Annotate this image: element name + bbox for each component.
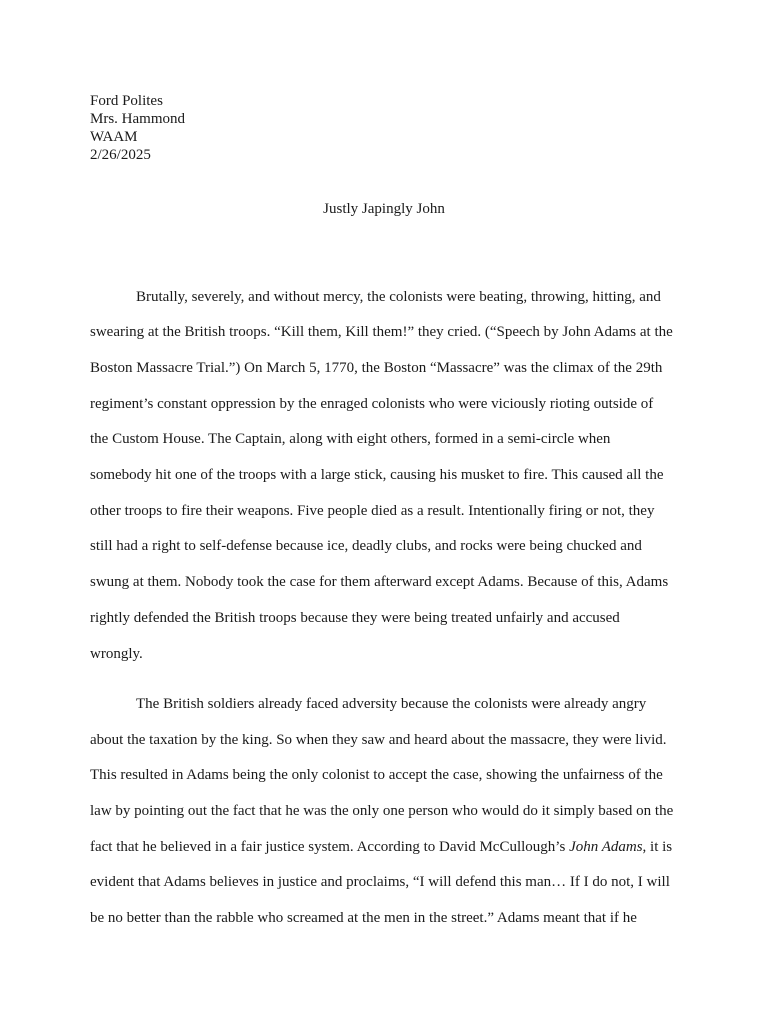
body-line: the Custom House. The Captain, along with eight others, formed in a semi-circle when (90, 431, 611, 447)
body-line: swung at them. Nobody took the case for them afterward except Adams. Because of this, Adams (90, 574, 669, 590)
body-line: other troops to fire their weapons. Five people died as a result. Intentionally firing or not, they (90, 503, 655, 519)
body-line: be no better than the rabble who screamed at the men in the street.” Adams meant that if he (90, 910, 637, 926)
body-line (90, 838, 672, 856)
body-line: swearing at the British troops. “Kill them, Kill them!” they cried. (“Speech by John Adams at the (90, 324, 673, 340)
essay-date: 2/26/2025 (90, 147, 151, 163)
body-line: wrongly. (90, 646, 143, 662)
body-line: law by pointing out the fact that he was the only one person who would do it simply based on the (90, 803, 674, 819)
body-line: Boston Massacre Trial.”) On March 5, 1770, the Boston “Massacre” was the climax of the 29th (90, 360, 663, 376)
body-text: , it is (642, 839, 673, 855)
body-text: fact that he believed in a fair justice system. According to David McCullough’s (90, 839, 570, 855)
heading-block (90, 92, 185, 164)
body-line: somebody hit one of the troops with a large stick, causing his musket to fire. This caused all the (90, 467, 664, 483)
body-line: rightly defended the British troops because they were being treated unfairly and accused (90, 610, 620, 626)
essay-title: Justly Japingly John (323, 201, 445, 217)
body-line: still had a right to self-defense because ice, deadly clubs, and rocks were being chucked and (90, 538, 642, 554)
body-line: about the taxation by the king. So when they saw and heard about the massacre, they were livid. (90, 732, 667, 748)
body-line: evident that Adams believes in justice and proclaims, “I will defend this man… If I do not, I will (90, 874, 670, 890)
student-name: Ford Polites (90, 93, 163, 109)
body-line: regiment’s constant oppression by the enraged colonists who were viciously rioting outside of (90, 396, 654, 412)
body-line: This resulted in Adams being the only colonist to accept the case, showing the unfairness of the (90, 767, 663, 783)
course-name: WAAM (90, 129, 138, 145)
body-line: Brutally, severely, and without mercy, the colonists were beating, throwing, hitting, and (136, 289, 661, 305)
body-line: The British soldiers already faced adversity because the colonists were already angry (136, 696, 647, 712)
teacher-name: Mrs. Hammond (90, 111, 185, 127)
book-title: John Adams (569, 839, 643, 855)
